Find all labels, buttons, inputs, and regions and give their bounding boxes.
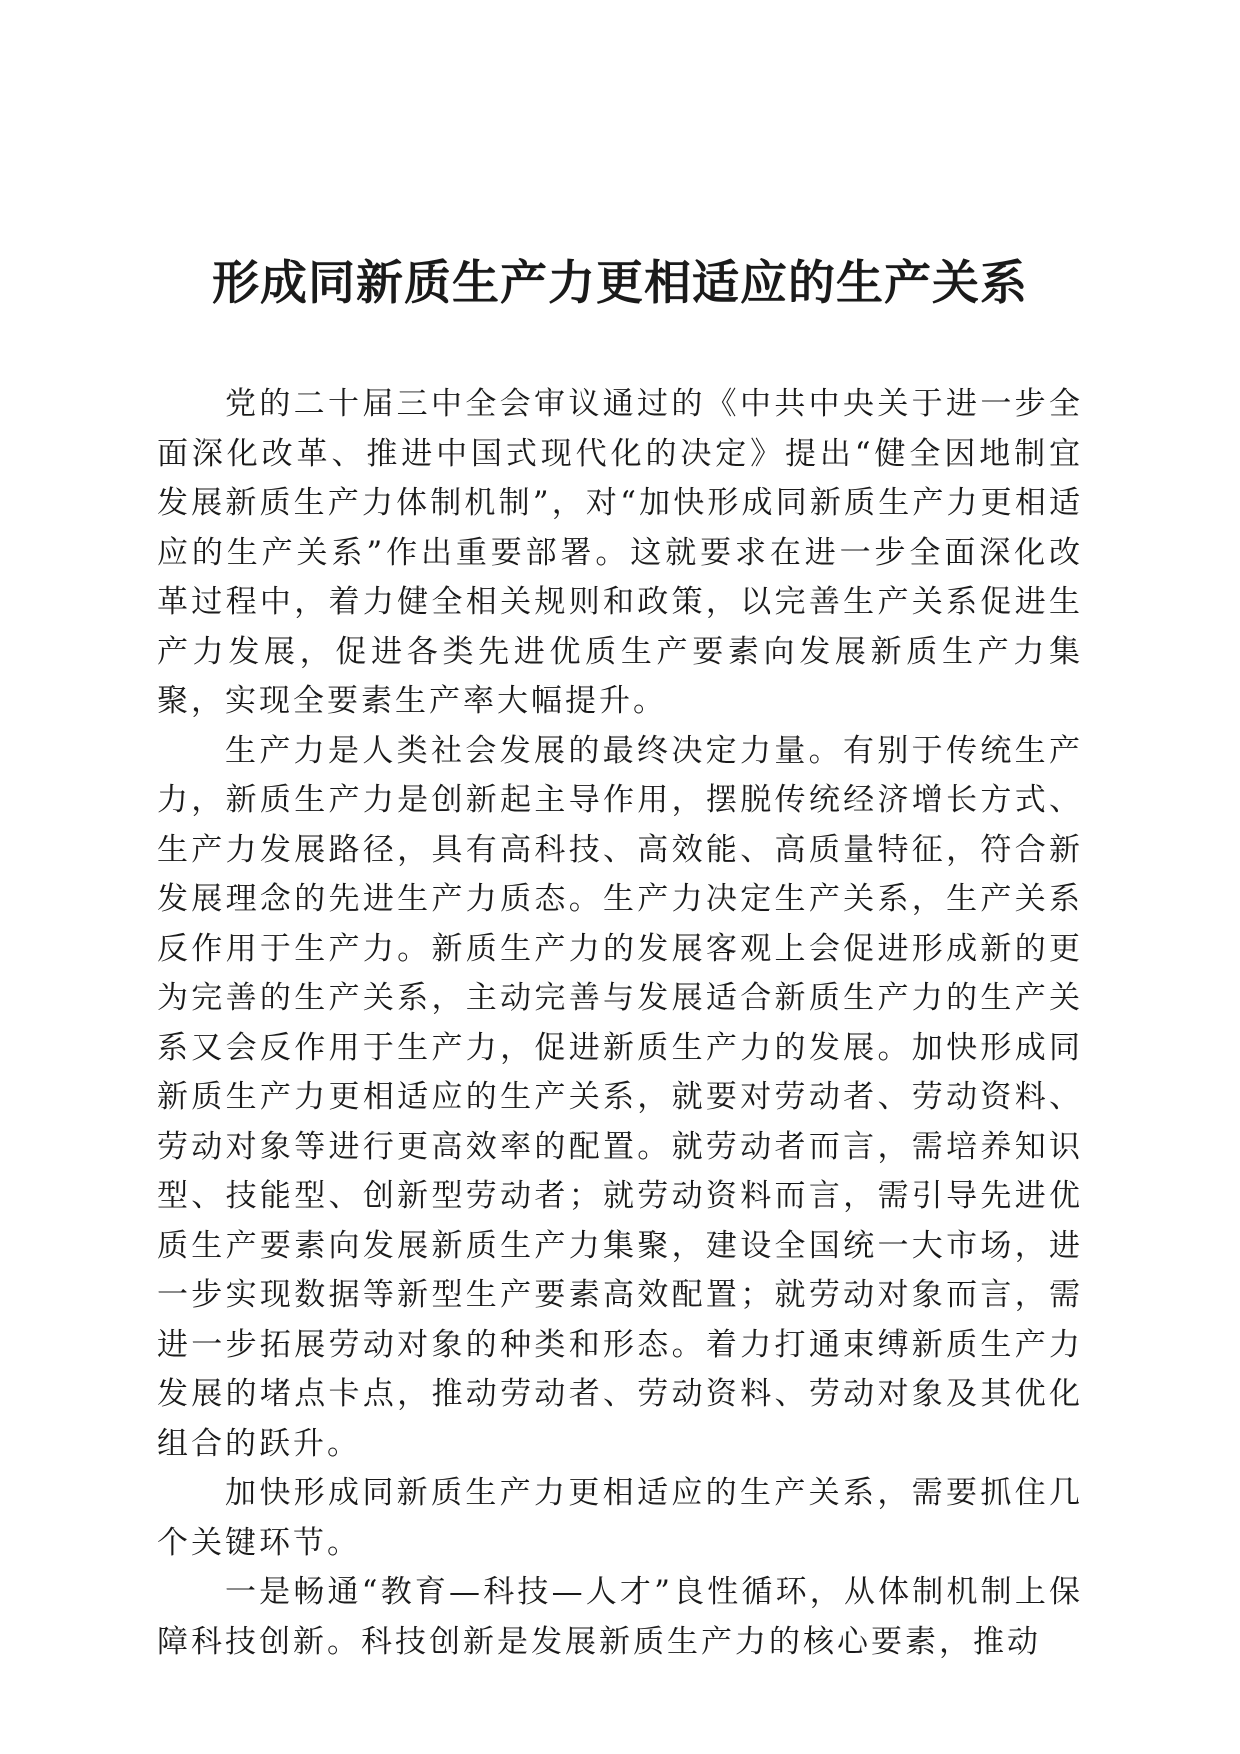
document-title: 形成同新质生产力更相适应的生产关系 — [212, 256, 1028, 311]
body-paragraph: 加快形成同新质生产力更相适应的生产关系，需要抓住几个关键环节。 — [157, 1475, 1083, 1561]
body-paragraph: 一是畅通“教育—科技—人才”良性循环，从体制机制上保障科技创新。科技创新是发展新质生产力的核心要素，推动 — [157, 1574, 1083, 1660]
document-body — [157, 380, 1083, 1667]
body-paragraph: 党的二十届三中全会审议通过的《中共中央关于进一步全面深化改革、推进中国式现代化的决定》提出“健全因地制宜发展新质生产力体制机制”，对“加快形成同新质生产力更相适应的生产关系”作出重要部署。这就要求在进一步全面深化改革过程中，着力健全相关规则和政策，以完善生产关系促进生产力发展，促进各类先进优质生产要素向发展新质生产力集聚，实现全要素生产率大幅提升。 — [157, 386, 1083, 719]
body-paragraph: 生产力是人类社会发展的最终决定力量。有别于传统生产力，新质生产力是创新起主导作用，摆脱传统经济增长方式、生产力发展路径，具有高科技、高效能、高质量特征，符合新发展理念的先进生产力质态。生产力决定生产关系，生产关系反作用于生产力。新质生产力的发展客观上会促进形成新的更为完善的生产关系，主动完善与发展适合新质生产力的生产关系又会反作用于生产力，促进新质生产力的发展。加快形成同新质生产力更相适应的生产关系，就要对劳动者、劳动资料、劳动对象等进行更高效率的配置。就劳动者而言，需培养知识型、技能型、创新型劳动者；就劳动资料而言，需引导先进优质生产要素向发展新质生产力集聚，建设全国统一大市场，进一步实现数据等新型生产要素高效配置；就劳动对象而言，需进一步拓展劳动对象的种类和形态。着力打通束缚新质生产力发展的堵点卡点，推动劳动者、劳动资料、劳动对象及其优化组合的跃升。 — [157, 732, 1083, 1462]
